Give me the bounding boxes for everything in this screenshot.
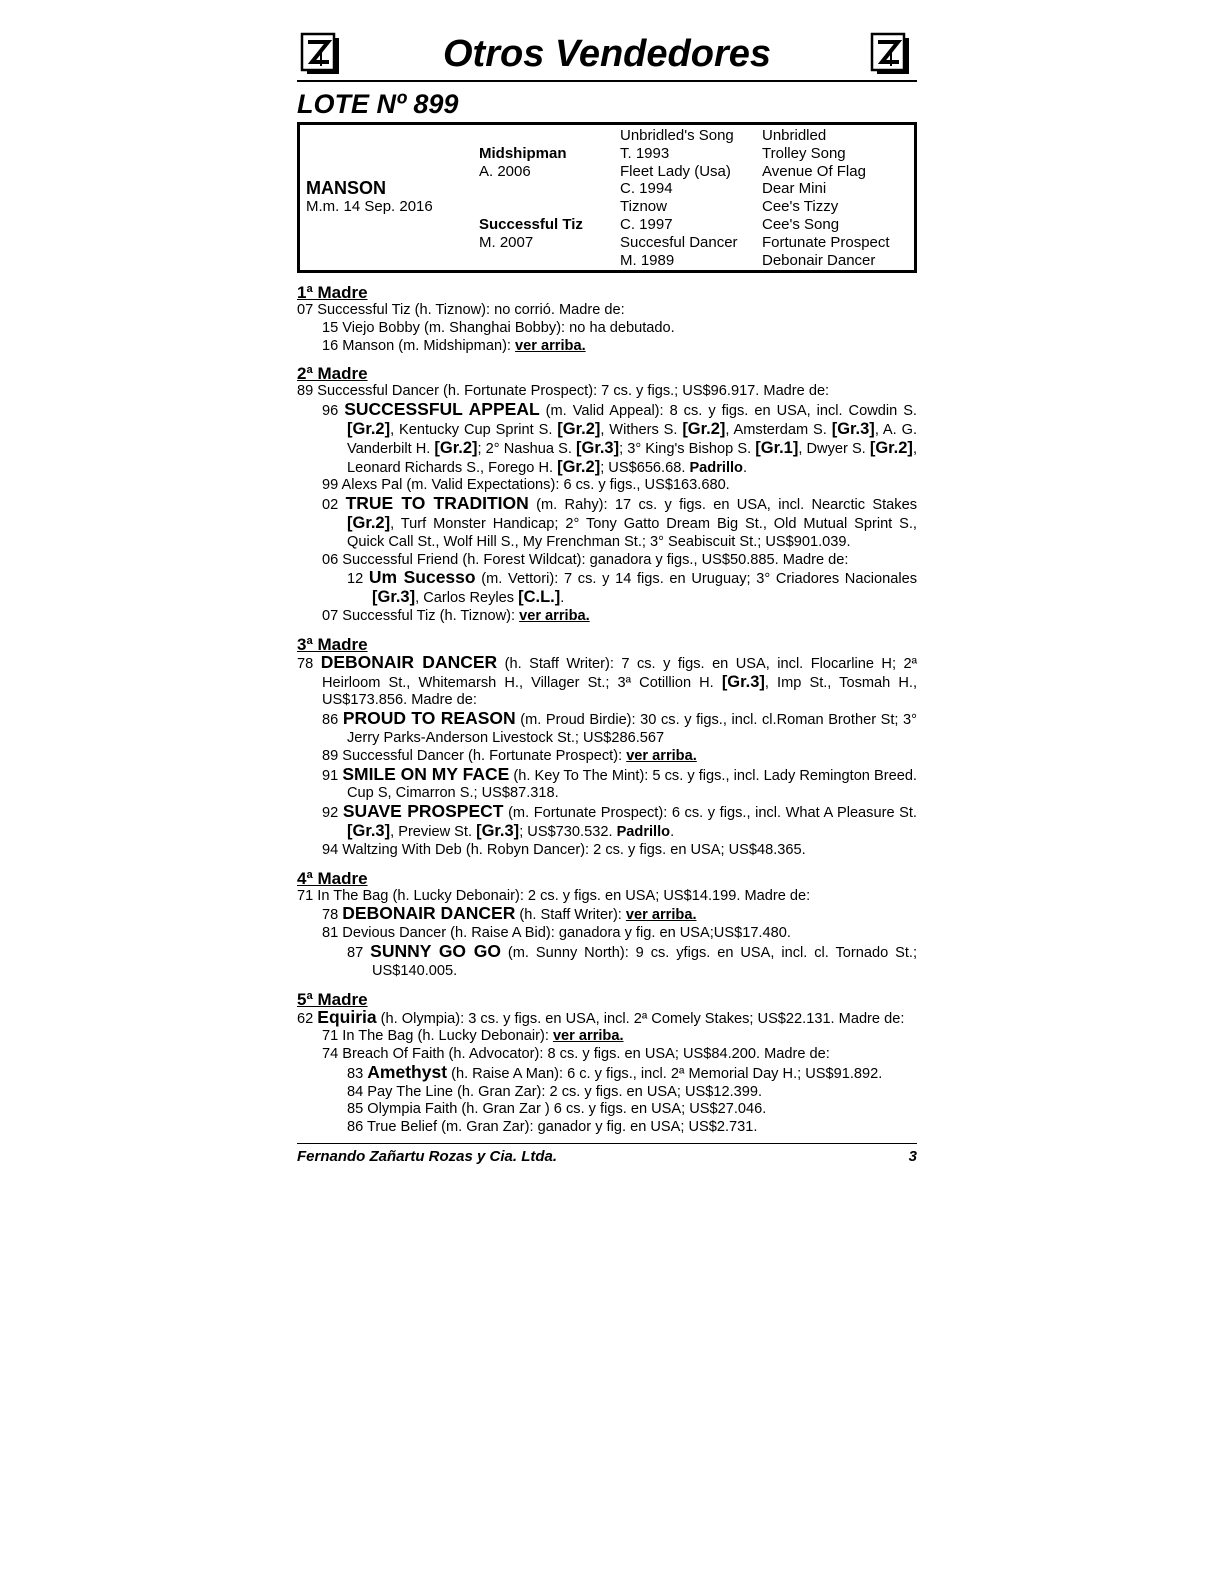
- horse-name: SUNNY GO GO: [370, 940, 501, 961]
- offspring-entry: [297, 608, 917, 626]
- offspring-entry: [297, 710, 917, 748]
- offspring-entry: [297, 338, 917, 356]
- grade-label: [Gr.3]: [476, 821, 520, 840]
- ancestor-name: Dear Mini: [762, 180, 827, 198]
- offspring-entry: 94 Waltzing With Deb (h. Robyn Dancer): 2 cs. y figs. en USA; US$48.365.: [322, 841, 806, 858]
- ancestor-name: Avenue Of Flag: [762, 162, 866, 180]
- dam-entry: 07 Successful Tiz (h. Tiznow): no corrió. Madre de:: [297, 302, 625, 318]
- horse-name: Amethyst: [367, 1061, 448, 1082]
- entry-text: 07 Successful Tiz (h. Tiznow):: [322, 607, 520, 624]
- ancestor-name: Debonair Dancer: [762, 251, 876, 269]
- entry-text: , Leonard Richards S., Forego H.: [347, 440, 917, 476]
- year-text: 96: [322, 403, 345, 420]
- horse-name: SUAVE PROSPECT: [342, 801, 504, 822]
- see-above-link: ver arriba.: [552, 1028, 624, 1045]
- horse-name: SUCCESSFUL APPEAL: [344, 399, 540, 420]
- grade-label: [Gr.3]: [372, 588, 416, 607]
- grandparent-info: C. 1994: [620, 180, 673, 198]
- entry-text: (h. Staff Writer): 7 cs. y figs. en USA, incl. Flocarline H; 2ª Heirloom St., Whitemarsh H., Villager St.; 3ª Cotillion H.: [322, 655, 918, 691]
- entry-text: .: [670, 823, 675, 840]
- zr-logo-icon: [869, 32, 913, 76]
- grandparent-info: M. 1989: [620, 251, 675, 269]
- section-title-5a-madre: 5ª Madre: [297, 989, 368, 1009]
- entry-text: (h. Raise A Man): 6 c. y figs., incl. 2ª Memorial Day H.; US$91.892.: [447, 1065, 883, 1082]
- see-above-link: ver arriba.: [519, 607, 590, 624]
- year-text: 78: [297, 655, 321, 672]
- entry-text: , Preview St.: [390, 823, 477, 840]
- section-title-4a-madre: 4ª Madre: [297, 868, 368, 888]
- grandparents-column: [620, 127, 738, 269]
- offspring-entry: 74 Breach Of Faith (h. Advocator): 8 cs. y figs. en USA; US$84.200. Madre de:: [322, 1046, 830, 1063]
- sire-name: Midshipman: [479, 145, 567, 162]
- offspring-entry: [297, 803, 917, 842]
- offspring-entry: 06 Successful Friend (h. Forest Wildcat): ganadora y figs., US$50.885. Madre de:: [322, 551, 849, 568]
- horse-name: TRUE TO TRADITION: [345, 493, 529, 514]
- document-page: [297, 30, 917, 1165]
- offspring-entry: 99 Alexs Pal (m. Valid Expectations): 6 cs. y figs., US$163.680.: [322, 477, 730, 494]
- grandparent-name: Unbridled's Song: [620, 127, 734, 144]
- stallion-label: Padrillo: [689, 459, 743, 476]
- horse-name: SMILE ON MY FACE: [342, 763, 510, 784]
- grade-label: [Gr.3]: [721, 672, 765, 691]
- page-footer: [297, 1143, 917, 1165]
- offspring-entry: [297, 940, 917, 981]
- lot-number: LOTE Nº 899: [297, 89, 459, 119]
- grade-label: [Gr.2]: [682, 419, 726, 438]
- grade-label: [Gr.1]: [755, 438, 799, 457]
- entry-text: (h. Staff Writer):: [515, 907, 626, 924]
- dam-entry: 89 Successful Dancer (h. Fortunate Prospect): 7 cs. y figs.; US$96.917. Madre de:: [297, 383, 830, 400]
- entry-text: , Dwyer S.: [798, 440, 870, 457]
- company-name: Fernando Zañartu Rozas y Cia. Ltda.: [297, 1148, 558, 1166]
- horse-name: Equiria: [317, 1006, 377, 1027]
- pedigree-table: [297, 122, 917, 273]
- offspring-entry: [297, 905, 917, 925]
- ancestor-name: Fortunate Prospect: [762, 233, 890, 251]
- dam-entry: 71 In The Bag (h. Lucky Debonair): 2 cs. y figs. en USA; US$14.199. Madre de:: [297, 887, 811, 904]
- entry-text: (m. Vettori): 7 cs. y 14 figs. en Uruguay; 3° Criadores Nacionales: [475, 571, 918, 588]
- section-title-1a-madre: 1ª Madre: [297, 283, 368, 302]
- dam-name: Successful Tiz: [479, 216, 583, 233]
- section-title-3a-madre: 3ª Madre: [297, 634, 368, 654]
- see-above-link: ver arriba.: [625, 907, 697, 924]
- offspring-entry: [297, 1028, 917, 1046]
- grade-label: [Gr.2]: [347, 419, 391, 438]
- page-title: Otros Vendedores: [442, 33, 771, 75]
- entry-text: , Kentucky Cup Sprint S.: [390, 421, 558, 438]
- grandparent-name: Tiznow: [620, 198, 667, 216]
- see-above-link: ver arriba.: [515, 337, 586, 354]
- offspring-entry: [297, 401, 917, 477]
- offspring-entry: [297, 1061, 917, 1084]
- horse-name: DEBONAIR DANCER: [320, 651, 498, 672]
- year-text: 86: [322, 712, 343, 729]
- year-text: 78: [322, 907, 343, 924]
- grade-label: [Gr.2]: [347, 513, 391, 532]
- entry-text: , Withers S.: [600, 421, 683, 438]
- grade-label: [Gr.2]: [557, 419, 601, 438]
- entry-text: , Turf Monster Handicap; 2° Tony Gatto Dream Big St., Old Mutual Sprint S., Quick Call St., Wolf Hill S., My Frenchman St.; 3° Seabiscuit St.; US$901.039.: [347, 515, 917, 550]
- grade-label: [Gr.3]: [831, 419, 875, 438]
- section-title-2a-madre: 2ª Madre: [297, 364, 368, 384]
- sire-block: [479, 145, 567, 181]
- entry-text: , Amsterdam S.: [725, 421, 832, 438]
- offspring-entry: 15 Viejo Bobby (m. Shanghai Bobby): no ha debutado.: [322, 319, 675, 336]
- dam-info: M. 2007: [479, 233, 534, 251]
- offspring-entry: [297, 495, 917, 551]
- entry-text: (m. Fortunate Prospect): 6 cs. y figs., incl. What A Pleasure St.: [503, 805, 917, 822]
- grade-label: [C.L.]: [518, 588, 561, 607]
- grandparent-name: Succesful Dancer: [620, 233, 738, 251]
- entry-text: .: [742, 459, 748, 476]
- year-text: 62: [297, 1010, 318, 1027]
- entry-text: ; US$656.68.: [600, 459, 690, 476]
- dam-block: [479, 216, 583, 252]
- horse-name: MANSON: [306, 178, 386, 198]
- grandparent-info: C. 1997: [620, 215, 673, 233]
- entry-text: (m. Valid Appeal): 8 cs. y figs. en USA, incl. Cowdin S.: [539, 403, 917, 420]
- ancestor-name: Trolley Song: [762, 144, 846, 162]
- horse-name: Um Sucesso: [368, 567, 476, 588]
- year-text: 02: [322, 497, 346, 514]
- grade-label: [Gr.2]: [869, 438, 913, 457]
- offspring-entry: 84 Pay The Line (h. Gran Zar): 2 cs. y figs. en USA; US$12.399.: [347, 1083, 763, 1100]
- ancestor-name: Unbridled: [762, 127, 827, 144]
- offspring-entry: 81 Devious Dancer (h. Raise A Bid): ganadora y fig. en USA;US$17.480.: [322, 925, 791, 942]
- grandparent-name: Fleet Lady (Usa): [620, 162, 731, 180]
- entry-text: ; 2° Nashua S.: [477, 440, 576, 457]
- entry-text: 71 In The Bag (h. Lucky Debonair):: [322, 1028, 553, 1045]
- entry-text: , Carlos Reyles: [415, 590, 519, 607]
- offspring-entry: 86 True Belief (m. Gran Zar): ganador y fig. en USA; US$2.731.: [347, 1119, 758, 1136]
- grade-label: [Gr.3]: [575, 438, 620, 457]
- year-text: 91: [322, 767, 343, 784]
- ancestor-name: Cee's Song: [762, 215, 840, 233]
- ancestor-name: Cee's Tizzy: [762, 198, 839, 216]
- grade-label: [Gr.2]: [434, 438, 478, 457]
- entry-text: (h. Olympia): 3 cs. y figs. en USA, incl. 2ª Comely Stakes; US$22.131. Madre de:: [376, 1010, 905, 1027]
- sire-info: A. 2006: [479, 162, 531, 180]
- entry-text: 16 Manson (m. Midshipman):: [322, 337, 516, 354]
- see-above-link: ver arriba.: [626, 747, 697, 764]
- offspring-entry: 85 Olympia Faith (h. Gran Zar ) 6 cs. y figs. en USA; US$27.046.: [347, 1101, 767, 1118]
- entry-text: ; 3° King's Bishop S.: [619, 440, 756, 457]
- horse-name: DEBONAIR DANCER: [342, 903, 516, 924]
- horse-name: PROUD TO REASON: [342, 708, 516, 729]
- page-number: 3: [908, 1148, 917, 1166]
- entry-text: , Imp St., Tosmah H., US$173.856. Madre de:: [322, 674, 917, 709]
- entry-text: (m. Sunny North): 9 cs. yfigs. en USA, incl. cl. Tornado St.; US$140.005.: [372, 944, 917, 979]
- dam-entry: [297, 651, 918, 710]
- entry-text: (h. Key To The Mint): 5 cs. y figs., incl. Lady Remington Breed. Cup S, Cimarron S.; US$87.318.: [347, 767, 917, 802]
- year-text: 87: [347, 944, 371, 961]
- great-grandparents-column: [762, 127, 890, 269]
- page-header: [297, 30, 917, 82]
- grade-label: [Gr.2]: [557, 457, 601, 476]
- entry-text: ; US$730.532.: [519, 823, 617, 840]
- horse-info: M.m. 14 Sep. 2016: [306, 197, 433, 215]
- dam-entry: [297, 1006, 917, 1029]
- entry-text: , A. G. Vanderbilt H.: [347, 421, 918, 457]
- offspring-entry: [297, 763, 917, 804]
- entry-text: 89 Successful Dancer (h. Fortunate Prospect):: [322, 747, 627, 764]
- horse-block: [306, 180, 433, 216]
- entry-text: .: [560, 590, 565, 607]
- offspring-entry: [297, 569, 917, 608]
- stallion-label: Padrillo: [616, 823, 671, 840]
- year-text: 83: [347, 1065, 368, 1082]
- entry-text: (m. Rahy): 17 cs. y figs. en USA, incl. Nearctic Stakes: [528, 497, 917, 514]
- entry-text: (m. Proud Birdie): 30 cs. y figs., incl. cl.Roman Brother St; 3° Jerry Parks-Anderson Livestock St.; US$286.567: [347, 712, 918, 746]
- year-text: 92: [322, 805, 343, 822]
- year-text: 12: [347, 571, 369, 588]
- grandparent-info: T. 1993: [620, 144, 670, 162]
- grade-label: [Gr.3]: [347, 821, 391, 840]
